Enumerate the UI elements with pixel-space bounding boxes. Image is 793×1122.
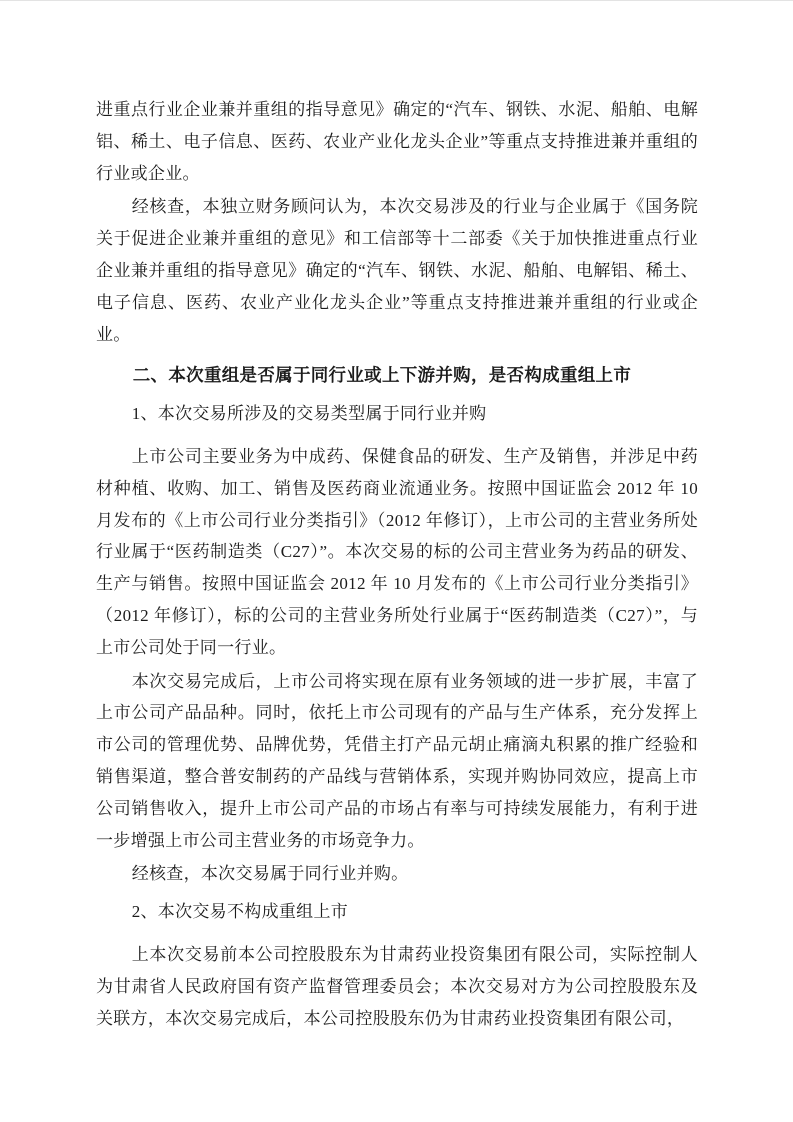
body-paragraph: 经核查，本独立财务顾问认为，本次交易涉及的行业与企业属于《国务院关于促进企业兼并重组的意见》和工信部等十二部委《关于加快推进重点行业企业兼并重组的指导意见》确定的“汽车、钢铁、水泥、船舶、电解铝、稀土、电子信息、医药、农业产业化龙头企业”等重点支持推进兼并重组的行业或企业。	[96, 197, 698, 344]
subsection-heading: 2、本次交易不构成重组上市	[131, 902, 349, 922]
section-heading: 二、本次重组是否属于同行业或上下游并购，是否构成重组上市	[132, 365, 632, 386]
body-paragraph: 上本次交易前本公司控股股东为甘肃药业投资集团有限公司，实际控制人为甘肃省人民政府国有资产监督管理委员会；本次交易对方为公司控股股东及关联方，本次交易完成后，本公司控股股东仍为甘肃药业投资集团有限公司，	[96, 944, 698, 1028]
body-paragraph: 上市公司主要业务为中成药、保健食品的研发、生产及销售，并涉足中药材种植、收购、加工、销售及医药商业流通业务。按照中国证监会 2012 年 10 月发布的《上市公司行业分类指引》（2012 年修订），上市公司的主营业务所处行业属于“医药制造类（C27）”。本次交易的标的公司主营业务为药品的研发、生产与销售。按照中国证监会 2012 年 10 月发布的《上市公司行业分类指引》（2012 年修订），标的公司的主营业务所处行业属于“医药制造类（C27）”，与上市公司处于同一行业。	[96, 446, 698, 657]
body-paragraph-continuation: 进重点行业企业兼并重组的指导意见》确定的“汽车、钢铁、水泥、船舶、电解铝、稀土、电子信息、医药、农业产业化龙头企业”等重点支持推进兼并重组的行业或企业。	[96, 100, 698, 183]
subsection-heading: 1、本次交易所涉及的交易类型属于同行业并购	[131, 404, 487, 424]
body-paragraph: 本次交易完成后，上市公司将实现在原有业务领域的进一步扩展，丰富了上市公司产品品种。同时，依托上市公司现有的产品与生产体系，充分发挥上市公司的管理优势、品牌优势，凭借主打产品元胡止痛滴丸积累的推广经验和销售渠道，整合普安制药的产品线与营销体系，实现并购协同效应，提高上市公司销售收入，提升上市公司产品的市场占有率与可持续发展能力，有利于进一步增强上市公司主营业务的市场竞争力。	[96, 671, 698, 850]
body-paragraph: 经核查，本次交易属于同行业并购。	[131, 864, 409, 884]
